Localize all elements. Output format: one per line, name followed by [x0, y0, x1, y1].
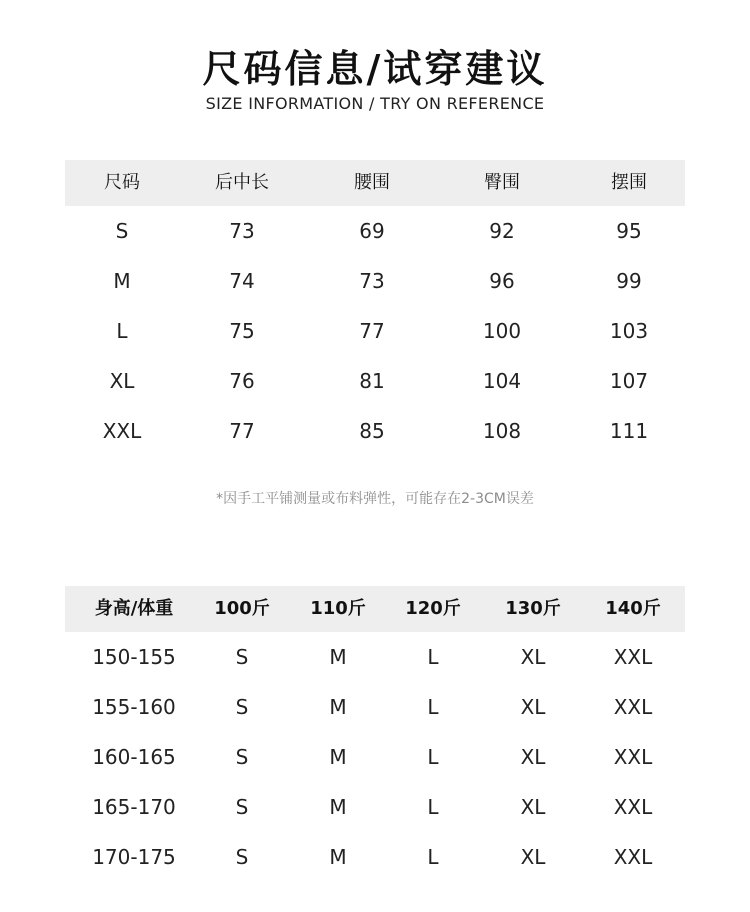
- fit-table-row: [65, 732, 685, 782]
- size-cell: 104: [482, 369, 522, 393]
- fit-table-row: [65, 832, 685, 882]
- fit-cell: M: [329, 745, 347, 769]
- fit-cell: 150-155: [92, 645, 176, 669]
- size-cell: 76: [229, 369, 255, 393]
- fit-cell: 160-165: [92, 745, 176, 769]
- fit-cell: XL: [520, 645, 546, 669]
- size-cell: 100: [482, 319, 522, 343]
- fit-cell: XL: [520, 695, 546, 719]
- size-cell: 81: [359, 369, 385, 393]
- fit-header-cell: 130斤: [505, 598, 561, 619]
- size-table-header: [65, 160, 685, 206]
- size-table-row: [65, 356, 685, 406]
- fit-header-cell: 140斤: [605, 598, 661, 619]
- measurement-note: *因手工平铺测量或布料弹性，可能存在2-3CM误差: [216, 491, 534, 507]
- fit-cell: XL: [520, 745, 546, 769]
- size-table: [65, 160, 685, 456]
- size-cell: 107: [609, 369, 649, 393]
- fit-cell: XL: [520, 795, 546, 819]
- size-cell: 77: [359, 319, 385, 343]
- size-cell: 74: [229, 269, 255, 293]
- fit-cell: M: [329, 845, 347, 869]
- fit-cell: M: [329, 795, 347, 819]
- page-title: 尺码信息/试穿建议: [202, 47, 548, 91]
- page-subtitle: SIZE INFORMATION / TRY ON REFERENCE: [205, 94, 545, 113]
- size-header-cell: 尺码: [104, 172, 140, 193]
- fit-cell: M: [329, 645, 347, 669]
- size-cell: 73: [229, 219, 255, 243]
- fit-cell: M: [329, 695, 347, 719]
- size-cell: XXL: [102, 419, 142, 443]
- size-cell: 75: [229, 319, 255, 343]
- size-cell: XL: [109, 369, 135, 393]
- size-cell: 111: [609, 419, 649, 443]
- fit-header-cell: 身高/体重: [94, 598, 174, 619]
- size-table-row: [65, 206, 685, 256]
- fit-cell: S: [235, 795, 249, 819]
- size-header-cell: 臀围: [484, 172, 520, 193]
- fit-cell: 155-160: [92, 695, 176, 719]
- size-cell: M: [113, 269, 131, 293]
- fit-cell: XXL: [613, 845, 653, 869]
- size-header-cell: 摆围: [611, 172, 647, 193]
- fit-table-row: [65, 782, 685, 832]
- size-cell: L: [116, 319, 128, 343]
- fit-cell: XXL: [613, 745, 653, 769]
- fit-cell: S: [235, 745, 249, 769]
- fit-cell: S: [235, 845, 249, 869]
- fit-cell: 170-175: [92, 845, 176, 869]
- fit-header-cell: 120斤: [405, 598, 461, 619]
- fit-cell: XXL: [613, 795, 653, 819]
- fit-cell: L: [427, 745, 439, 769]
- size-cell: 103: [609, 319, 649, 343]
- size-cell: 85: [359, 419, 385, 443]
- fit-table-row: [65, 632, 685, 682]
- size-cell: 95: [616, 219, 642, 243]
- fit-table: [65, 586, 685, 882]
- fit-cell: L: [427, 645, 439, 669]
- fit-header-cell: 100斤: [214, 598, 270, 619]
- size-cell: 96: [489, 269, 515, 293]
- fit-cell: XXL: [613, 695, 653, 719]
- size-cell: 73: [359, 269, 385, 293]
- fit-cell: S: [235, 695, 249, 719]
- size-table-row: [65, 306, 685, 356]
- fit-table-row: [65, 682, 685, 732]
- size-table-row: [65, 256, 685, 306]
- fit-cell: XL: [520, 845, 546, 869]
- fit-cell: 165-170: [92, 795, 176, 819]
- fit-cell: S: [235, 645, 249, 669]
- fit-cell: L: [427, 695, 439, 719]
- size-cell: 77: [229, 419, 255, 443]
- size-table-row: [65, 406, 685, 456]
- fit-table-header: [65, 586, 685, 632]
- fit-header-cell: 110斤: [310, 598, 366, 619]
- size-cell: S: [115, 219, 129, 243]
- fit-cell: L: [427, 795, 439, 819]
- fit-cell: L: [427, 845, 439, 869]
- size-header-cell: 后中长: [215, 172, 269, 193]
- size-header-cell: 腰围: [354, 172, 390, 193]
- size-cell: 99: [616, 269, 642, 293]
- size-cell: 108: [482, 419, 522, 443]
- fit-cell: XXL: [613, 645, 653, 669]
- size-cell: 92: [489, 219, 515, 243]
- size-cell: 69: [359, 219, 385, 243]
